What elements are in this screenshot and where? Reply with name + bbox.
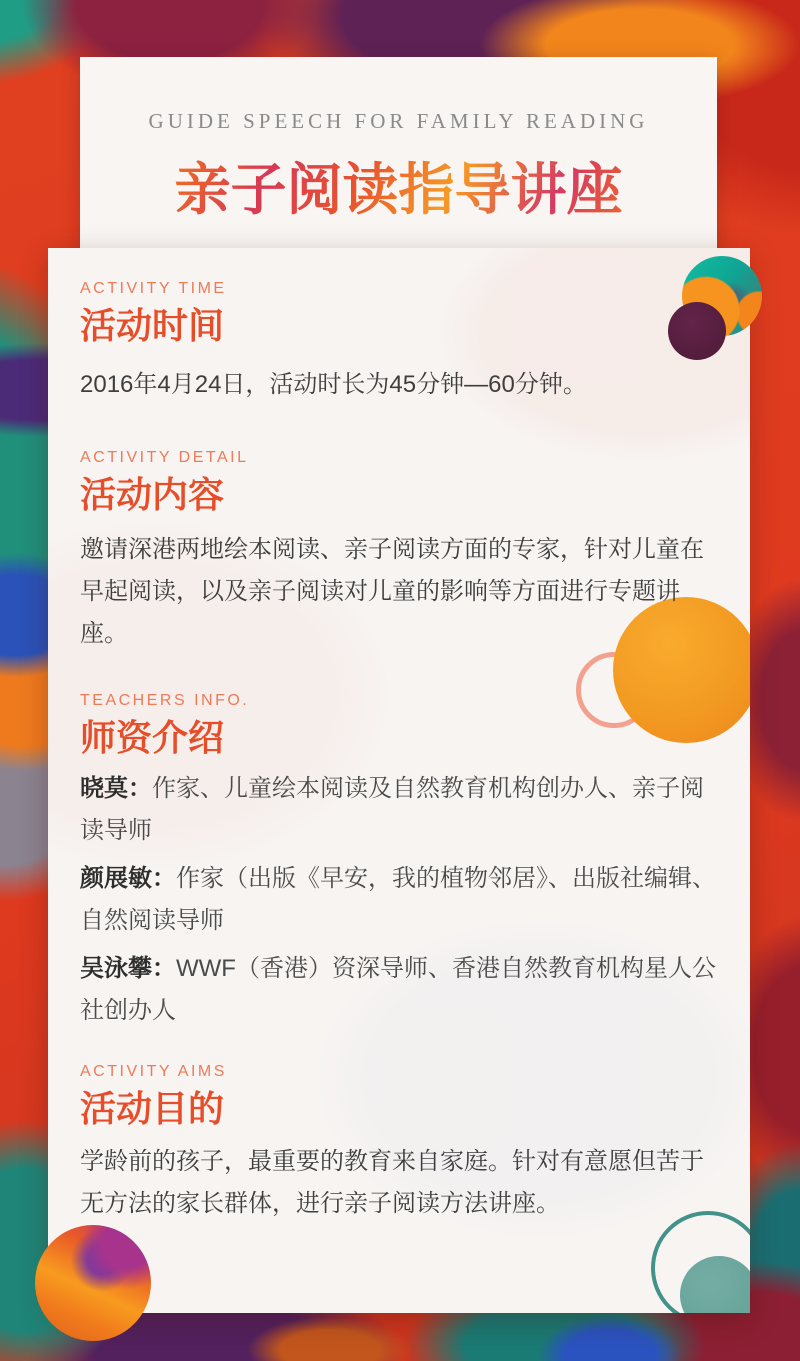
section-label: ACTIVITY DETAIL: [80, 449, 249, 466]
teacher-description: 作家、儿童绘本阅读及自然教育机构创办人、亲子阅读导师: [80, 775, 704, 844]
poster-title: 亲子阅读指导讲座: [80, 146, 717, 226]
section-activity-aims: [80, 1064, 720, 1225]
section-heading: 师资介绍: [80, 717, 225, 758]
section-heading: 活动时间: [80, 305, 225, 346]
content-card: [48, 248, 750, 1313]
section-heading: 活动内容: [80, 474, 225, 515]
teacher-description: 作家（出版《早安，我的植物邻居》、出版社编辑、自然阅读导师: [80, 865, 716, 934]
teacher-entry: [80, 948, 720, 1032]
teacher-name: 吴泳攀：: [80, 955, 176, 982]
section-label: TEACHERS INFO.: [80, 692, 250, 709]
teacher-entry: [80, 768, 720, 852]
header-card: [80, 57, 717, 262]
section-body: 2016年4月24日，活动时长为45分钟—60分钟。: [80, 371, 587, 398]
teacher-name: 颜展敏：: [80, 865, 176, 892]
maroon-circle-icon: [668, 302, 726, 360]
poster-subtitle: GUIDE SPEECH FOR FAMILY READING: [148, 109, 649, 133]
section-heading: 活动目的: [80, 1088, 225, 1129]
section-body: 邀请深港两地绘本阅读、亲子阅读方面的专家，针对儿童在早起阅读，以及亲子阅读对儿童的影响等方面进行专题讲座。: [80, 536, 704, 647]
section-label: ACTIVITY AIMS: [80, 1063, 227, 1080]
teacher-description: WWF（香港）资深导师、香港自然教育机构星人公社创办人: [80, 955, 716, 1024]
section-teachers-info: [80, 693, 720, 1032]
section-label: ACTIVITY TIME: [80, 280, 227, 297]
teacher-name: 晓莫：: [80, 775, 152, 802]
swirl-circle-icon: [35, 1225, 151, 1341]
section-activity-detail: [80, 450, 720, 655]
section-activity-time: [80, 281, 720, 406]
section-body: 学龄前的孩子，最重要的教育来自家庭。针对有意愿但苦于无方法的家长群体，进行亲子阅读方法讲座。: [80, 1148, 704, 1217]
teacher-entry: [80, 858, 720, 942]
